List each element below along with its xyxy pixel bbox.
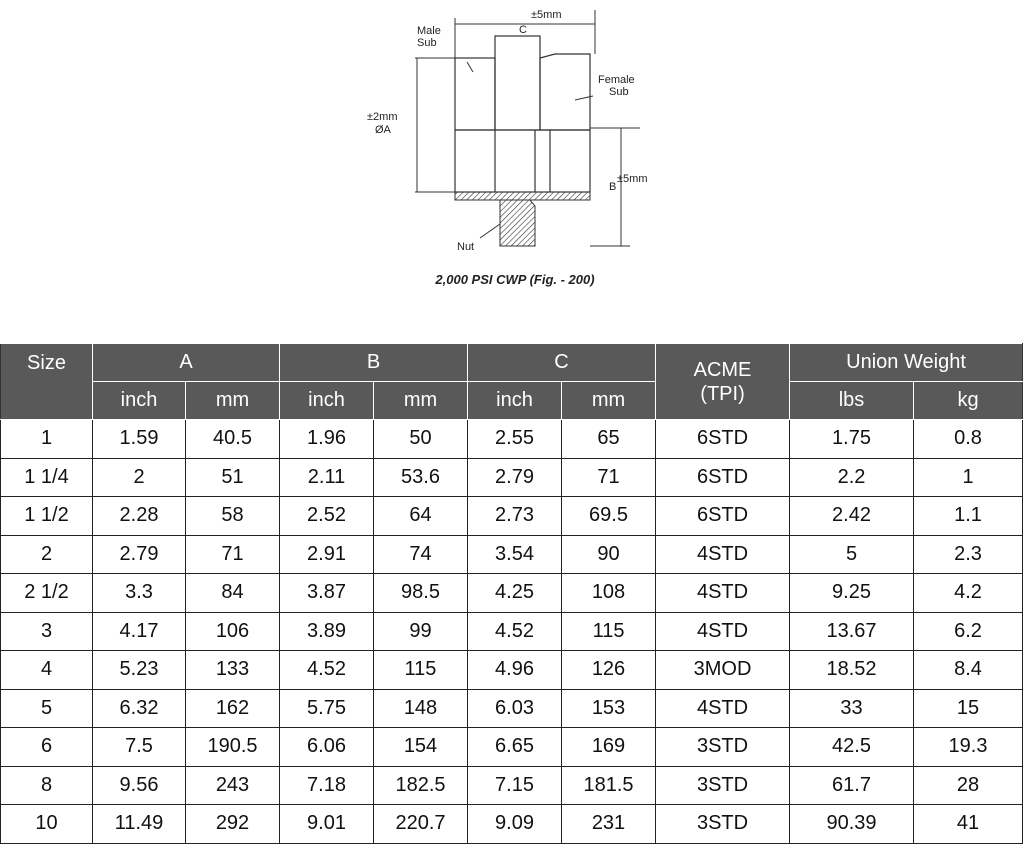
table-cell: 4.25 — [468, 574, 562, 613]
table-cell: 4.2 — [914, 574, 1023, 613]
table-cell: 2.91 — [280, 535, 374, 574]
table-cell: 1.96 — [280, 420, 374, 459]
table-cell: 19.3 — [914, 728, 1023, 767]
c-tolerance: ±5mm — [531, 9, 562, 21]
table-cell: 64 — [374, 497, 468, 536]
table-cell: 182.5 — [374, 766, 468, 805]
table-cell: 71 — [186, 535, 280, 574]
table-row — [1, 651, 1023, 690]
table-cell: 74 — [374, 535, 468, 574]
table-cell: 3 — [1, 612, 93, 651]
table-cell: 99 — [374, 612, 468, 651]
table-cell: 2.28 — [93, 497, 186, 536]
table-cell: 42.5 — [790, 728, 914, 767]
table-cell: 2 — [93, 458, 186, 497]
table-body — [1, 420, 1023, 844]
table-cell: 169 — [562, 728, 656, 767]
header-weight-kg: kg — [914, 382, 1023, 420]
table-cell: 5 — [1, 689, 93, 728]
table-cell: 71 — [562, 458, 656, 497]
table-cell: 4STD — [656, 574, 790, 613]
table-cell: 15 — [914, 689, 1023, 728]
table-cell: 9.01 — [280, 805, 374, 844]
table-row — [1, 535, 1023, 574]
table-cell: 4STD — [656, 535, 790, 574]
table-cell: 7.18 — [280, 766, 374, 805]
header-c: C — [468, 344, 656, 382]
table-cell: 9.09 — [468, 805, 562, 844]
table-cell: 11.49 — [93, 805, 186, 844]
table-cell: 2.3 — [914, 535, 1023, 574]
female-sub-label-2: Sub — [609, 86, 629, 98]
header-b: B — [280, 344, 468, 382]
table-cell: 108 — [562, 574, 656, 613]
table-cell: 65 — [562, 420, 656, 459]
female-sub-label-1: Female — [598, 74, 635, 86]
table-cell: 6STD — [656, 458, 790, 497]
header-c-inch: inch — [468, 382, 562, 420]
table-cell: 181.5 — [562, 766, 656, 805]
table-cell: 2.79 — [93, 535, 186, 574]
table-cell: 53.6 — [374, 458, 468, 497]
table-cell: 154 — [374, 728, 468, 767]
table-row — [1, 728, 1023, 767]
table-cell: 8.4 — [914, 651, 1023, 690]
base-hatch — [455, 192, 590, 200]
table-cell: 40.5 — [186, 420, 280, 459]
header-acme: ACME (TPI) — [656, 344, 790, 420]
table-cell: 2.2 — [790, 458, 914, 497]
table-cell: 4.17 — [93, 612, 186, 651]
table-cell: 292 — [186, 805, 280, 844]
table-cell: 1 — [1, 420, 93, 459]
table-cell: 84 — [186, 574, 280, 613]
table-cell: 3.54 — [468, 535, 562, 574]
female-sub-shape — [540, 54, 590, 130]
table-cell: 1 1/4 — [1, 458, 93, 497]
table-cell: 190.5 — [186, 728, 280, 767]
table-cell: 243 — [186, 766, 280, 805]
nut-shape — [500, 200, 535, 246]
union-drawing — [355, 0, 675, 270]
table-cell: 3STD — [656, 805, 790, 844]
table-cell: 10 — [1, 805, 93, 844]
table-cell: 3.87 — [280, 574, 374, 613]
table-cell: 8 — [1, 766, 93, 805]
c-label: C — [519, 24, 527, 36]
table-cell: 2.55 — [468, 420, 562, 459]
table-cell: 1 1/2 — [1, 497, 93, 536]
table-cell: 3MOD — [656, 651, 790, 690]
table-cell: 4.52 — [280, 651, 374, 690]
a-tolerance: ±2mm — [367, 111, 398, 123]
table-cell: 1 — [914, 458, 1023, 497]
table-cell: 6.32 — [93, 689, 186, 728]
header-size: Size — [1, 344, 93, 420]
table-row — [1, 612, 1023, 651]
table-cell: 41 — [914, 805, 1023, 844]
table-cell: 4STD — [656, 612, 790, 651]
table-cell: 2.79 — [468, 458, 562, 497]
table-cell: 6.06 — [280, 728, 374, 767]
table-cell: 90.39 — [790, 805, 914, 844]
header-b-inch: inch — [280, 382, 374, 420]
table-cell: 162 — [186, 689, 280, 728]
table-cell: 0.8 — [914, 420, 1023, 459]
table-cell: 4 — [1, 651, 93, 690]
table-cell: 231 — [562, 805, 656, 844]
table-cell: 3STD — [656, 766, 790, 805]
table-cell: 220.7 — [374, 805, 468, 844]
header-b-mm: mm — [374, 382, 468, 420]
table-cell: 2.73 — [468, 497, 562, 536]
table-cell: 5.75 — [280, 689, 374, 728]
table-cell: 33 — [790, 689, 914, 728]
table-cell: 9.25 — [790, 574, 914, 613]
union-diagram — [355, 0, 675, 300]
table-row — [1, 420, 1023, 459]
table-cell: 115 — [374, 651, 468, 690]
header-weight-lbs: lbs — [790, 382, 914, 420]
table-cell: 1.75 — [790, 420, 914, 459]
table-cell: 4STD — [656, 689, 790, 728]
table-cell: 4.52 — [468, 612, 562, 651]
table-cell: 98.5 — [374, 574, 468, 613]
lower-body-shape — [455, 130, 590, 192]
table-cell: 90 — [562, 535, 656, 574]
table-cell: 51 — [186, 458, 280, 497]
table-cell: 1.59 — [93, 420, 186, 459]
table-cell: 6STD — [656, 497, 790, 536]
table-cell: 1.1 — [914, 497, 1023, 536]
table-cell: 2 — [1, 535, 93, 574]
table-cell: 50 — [374, 420, 468, 459]
table-cell: 6STD — [656, 420, 790, 459]
table-cell: 6.65 — [468, 728, 562, 767]
dimensions-table — [0, 343, 1023, 844]
table-row — [1, 497, 1023, 536]
header-a: A — [93, 344, 280, 382]
table-cell: 18.52 — [790, 651, 914, 690]
nut-label: Nut — [457, 241, 475, 253]
header-c-mm: mm — [562, 382, 656, 420]
table-cell: 6 — [1, 728, 93, 767]
male-sub-shape — [455, 58, 495, 130]
table-cell: 6.03 — [468, 689, 562, 728]
table-row — [1, 458, 1023, 497]
table-cell: 3.3 — [93, 574, 186, 613]
dimensions-table-wrap — [0, 343, 1022, 844]
table-row — [1, 689, 1023, 728]
table-row — [1, 574, 1023, 613]
table-cell: 2 1/2 — [1, 574, 93, 613]
male-sub-label-2: Sub — [417, 37, 437, 49]
table-cell: 58 — [186, 497, 280, 536]
header-a-inch: inch — [93, 382, 186, 420]
figure-caption: 2,000 PSI CWP (Fig. - 200) — [435, 272, 595, 287]
table-cell: 28 — [914, 766, 1023, 805]
table-cell: 106 — [186, 612, 280, 651]
table-cell: 9.56 — [93, 766, 186, 805]
table-cell: 7.15 — [468, 766, 562, 805]
a-label: ØA — [375, 124, 391, 136]
table-cell: 4.96 — [468, 651, 562, 690]
male-sub-label-1: Male — [417, 25, 441, 37]
center-body-shape — [495, 36, 540, 130]
header-union-weight: Union Weight — [790, 344, 1023, 382]
table-cell: 115 — [562, 612, 656, 651]
table-cell: 133 — [186, 651, 280, 690]
table-cell: 5 — [790, 535, 914, 574]
table-row — [1, 805, 1023, 844]
b-label: B — [609, 181, 617, 193]
table-cell: 3STD — [656, 728, 790, 767]
table-cell: 2.52 — [280, 497, 374, 536]
header-a-mm: mm — [186, 382, 280, 420]
table-cell: 69.5 — [562, 497, 656, 536]
table-cell: 13.67 — [790, 612, 914, 651]
table-cell: 6.2 — [914, 612, 1023, 651]
table-cell: 2.11 — [280, 458, 374, 497]
table-cell: 2.42 — [790, 497, 914, 536]
table-cell: 3.89 — [280, 612, 374, 651]
table-row — [1, 766, 1023, 805]
table-cell: 153 — [562, 689, 656, 728]
table-cell: 126 — [562, 651, 656, 690]
table-cell: 61.7 — [790, 766, 914, 805]
b-tolerance: ±5mm — [617, 173, 648, 185]
table-cell: 5.23 — [93, 651, 186, 690]
table-cell: 148 — [374, 689, 468, 728]
table-cell: 7.5 — [93, 728, 186, 767]
